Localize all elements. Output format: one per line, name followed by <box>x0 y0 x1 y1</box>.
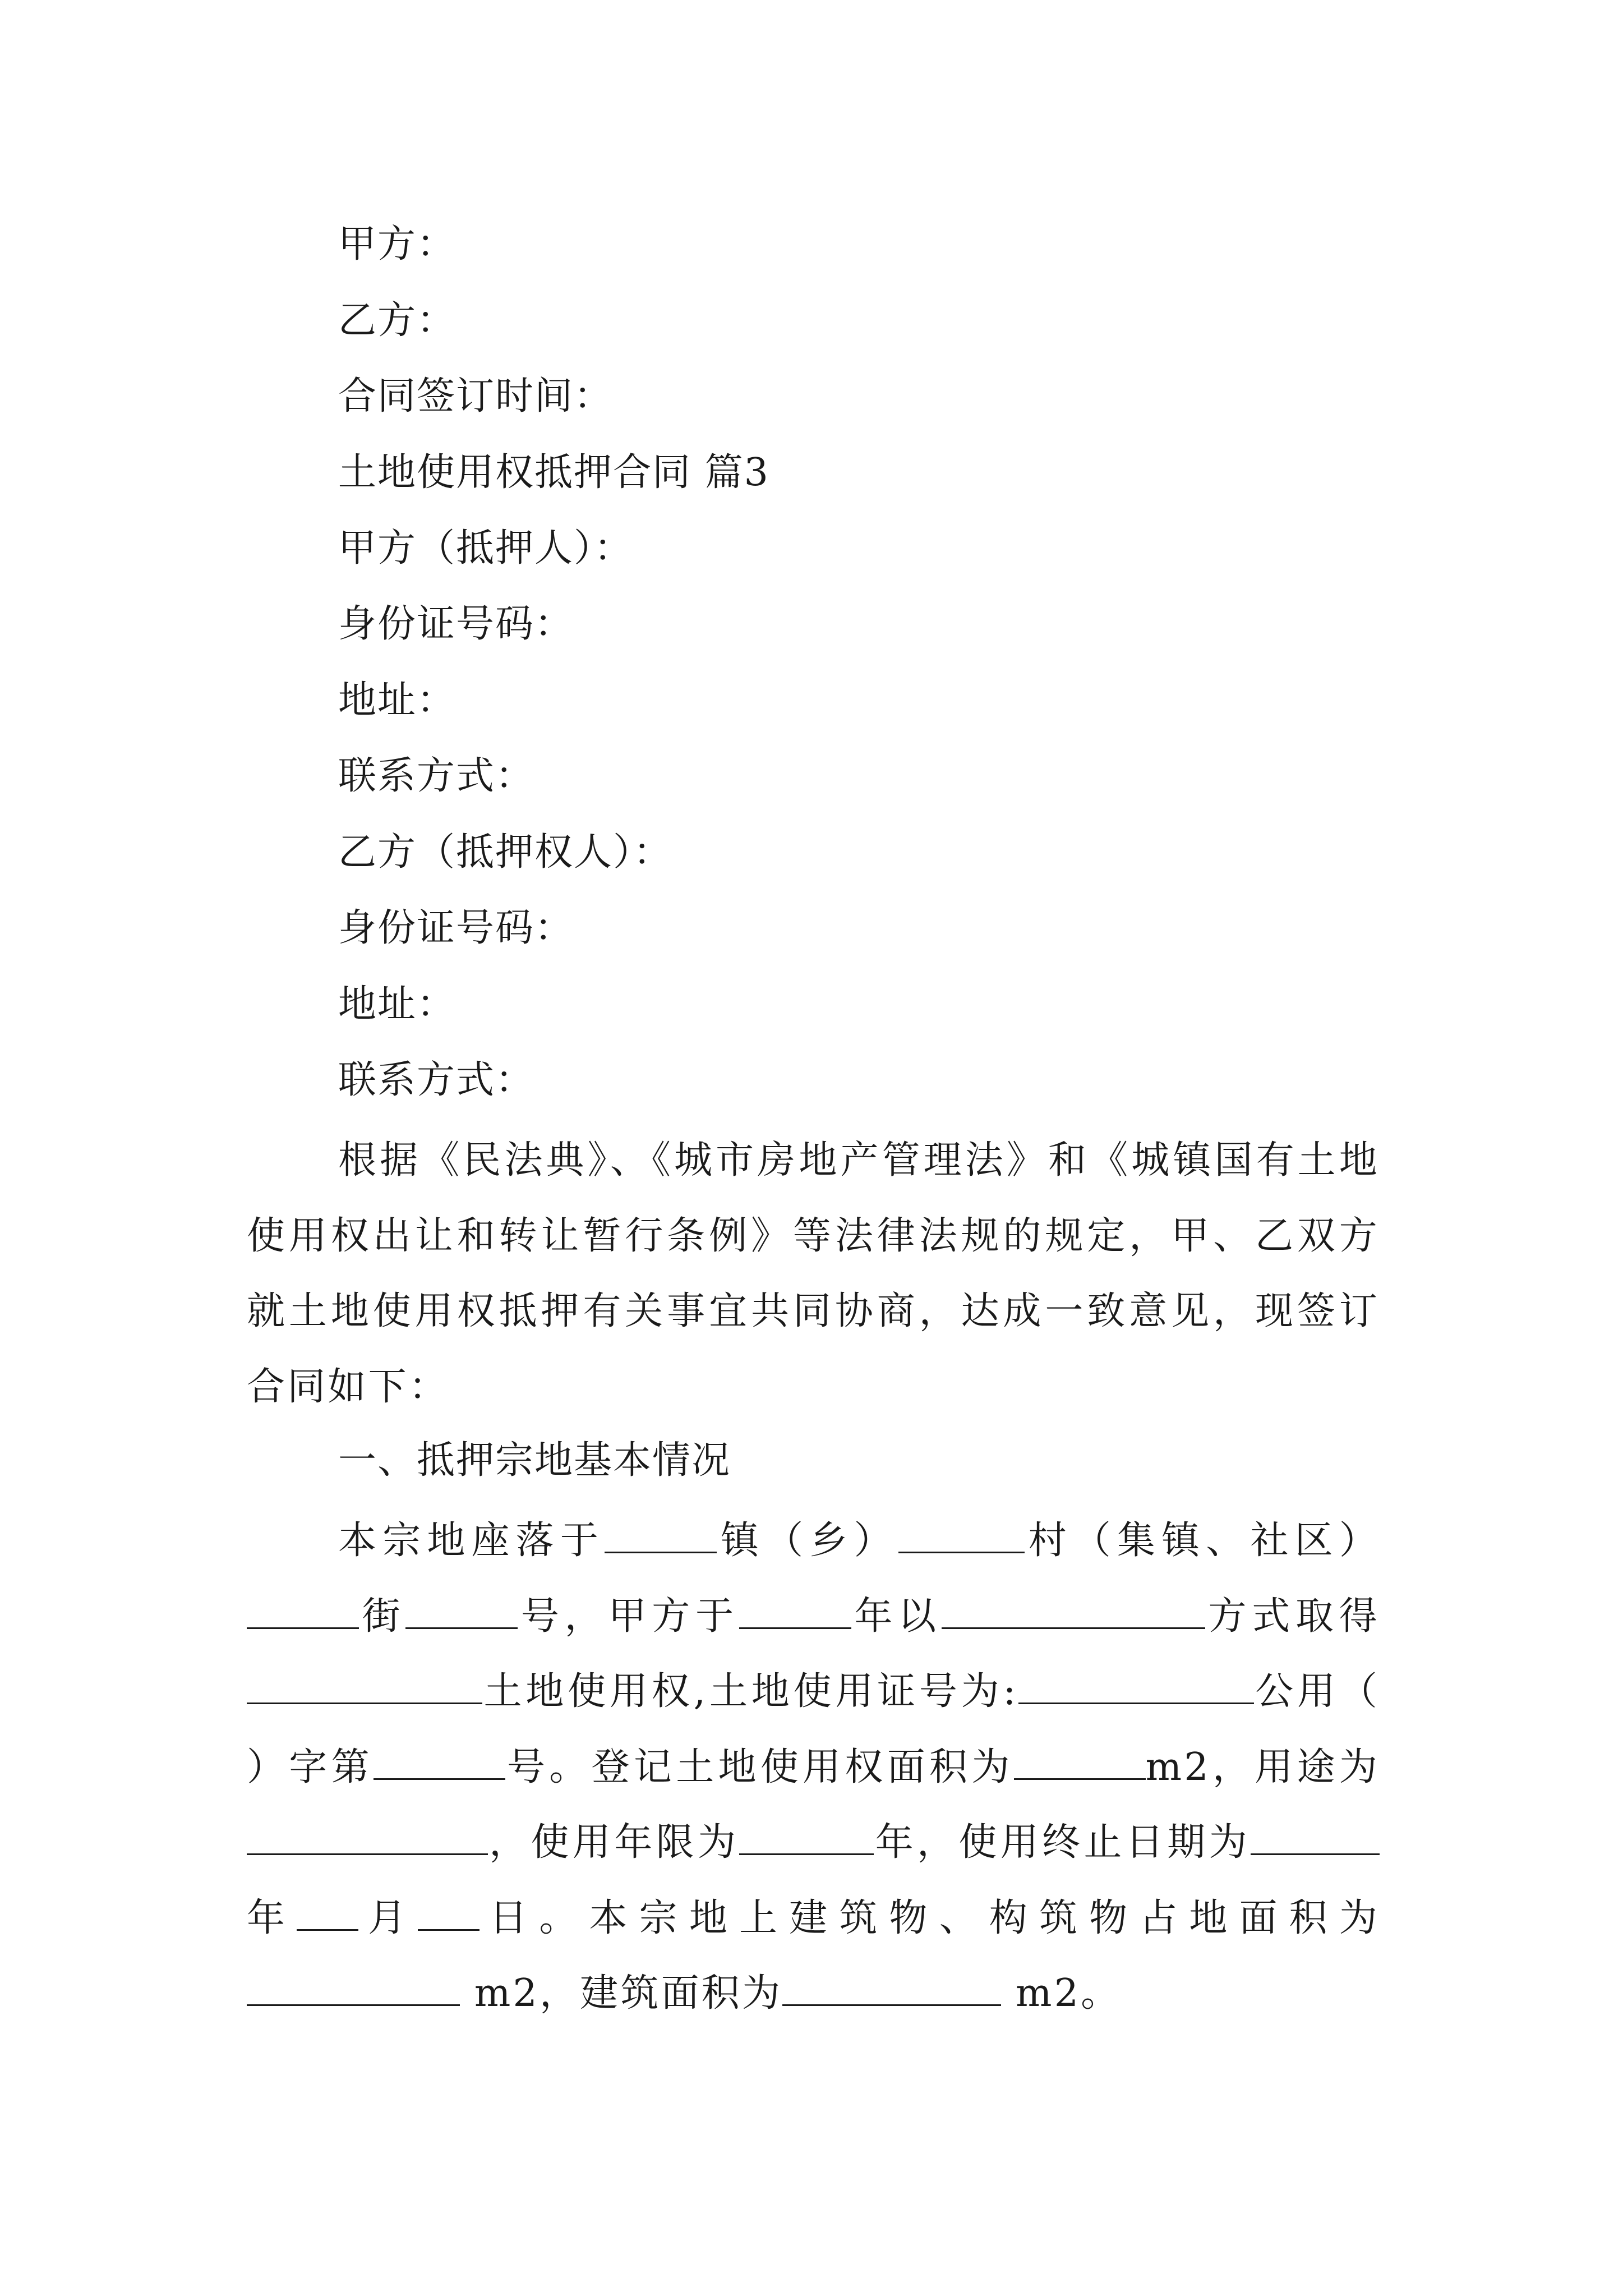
blank-field <box>247 1670 482 1704</box>
blank-field <box>605 1519 717 1553</box>
blank-field <box>1018 1670 1254 1704</box>
clause1-title: 一、抵押宗地基本情况 <box>338 1438 731 1483</box>
mortgagee-id-label: 身份证号码： <box>338 906 574 950</box>
party-b-label: 乙方： <box>338 298 457 343</box>
mortgagor-label: 甲方（抵押人）： <box>338 526 634 570</box>
mortgagor-id-label: 身份证号码： <box>338 602 574 646</box>
mortgagor-address-label: 地址： <box>338 678 457 723</box>
clause1-paragraph: 本宗地座落于 镇（乡） 村（集镇、社区）街 号，甲方于 年以 方式取得土地使用权,土地使用证号为: 公用（ ）字第 号。登记土地使用权面积为 m2，用途为，使用年限为 年，使用终止日期为年 月 日。本宗地上建筑物、构筑物占地面积为 m2，建筑面积为 m2。 <box>247 1519 1380 2016</box>
blank-field <box>782 1972 1001 2006</box>
blank-field <box>247 1595 359 1629</box>
mortgagee-contact-label: 联系方式： <box>338 1058 535 1102</box>
blank-field <box>739 1595 851 1629</box>
blank-field <box>247 1972 460 2006</box>
blank-field <box>898 1519 1025 1553</box>
mortgagor-contact-label: 联系方式： <box>338 754 535 798</box>
blank-field <box>1014 1746 1146 1780</box>
blank-field <box>247 1821 488 1855</box>
blank-field <box>405 1595 518 1629</box>
preamble-paragraph: 根据《民法典》、《城市房地产管理法》和《城镇国有土地使用权出让和转让暂行条例》等法律法规的规定，甲、乙双方就土地使用权抵押有关事宜共同协商，达成一致意见，现签订合同如下： <box>247 1138 1380 1409</box>
sign-time-label: 合同签订时间： <box>338 374 614 418</box>
blank-field <box>739 1821 874 1855</box>
mortgagee-label: 乙方（抵押权人）： <box>338 830 673 875</box>
party-a-label: 甲方： <box>338 222 457 266</box>
section-title: 土地使用权抵押合同 篇3 <box>338 450 769 495</box>
blank-field <box>297 1897 358 1931</box>
blank-field <box>942 1595 1205 1629</box>
mortgagee-address-label: 地址： <box>338 982 457 1027</box>
blank-field <box>418 1897 479 1931</box>
blank-field <box>374 1746 505 1780</box>
blank-field <box>1251 1821 1380 1855</box>
